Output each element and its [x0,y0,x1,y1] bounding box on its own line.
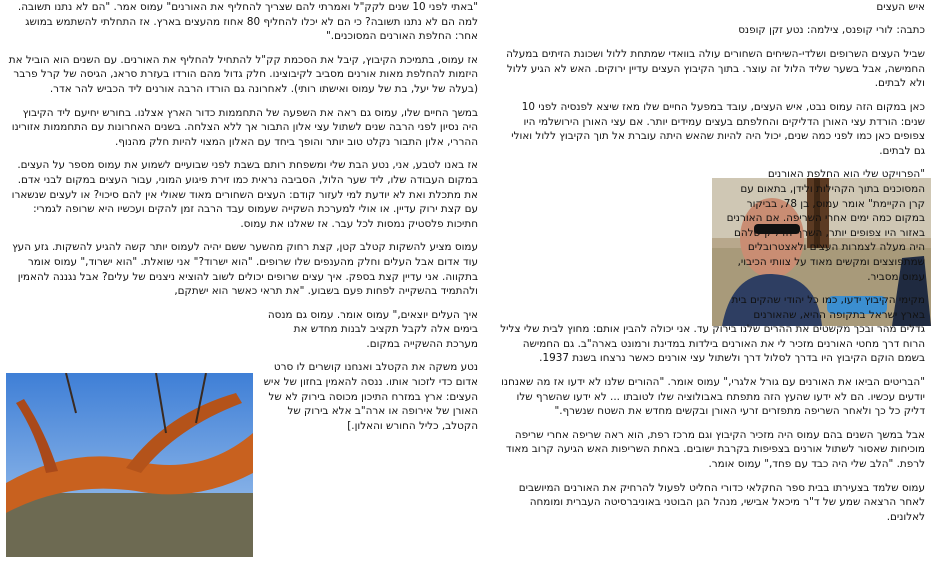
right-column [497,0,925,533]
paragraph: "הפרויקט שלי הוא החלפת האורנים המסוכנים בתוך הקהילות ולידן, בתאום עם קרן הקיימת" אומר עמוס, בן 78, בביקור במקום כמה ימים אחרי השריפה. אם האורנים באזור היו צפופים יותר, השרף הדליק שלהם היה מעלה לצמרות העצים ולאצטרובלים שמתפוצצים ומקשים מאוד על צוותי הכיבוי, עמוס מסביר. [726,168,925,283]
paragraph: כאן במקום הזה עמוס נבט, איש העצים, עובד במפעל החיים שלו מאז שיצא לפנסיה לפני 10 שנים: הורדת עצי האורן הדליקים והחלפתם בעצים עמידים יותר. אם עצי האורן הירושלמי היו צפופים כאן כמו לפני כמה שנים, יכול היה להיות שהאש היתה עוברת אל תוך הקיבוץ ללול ואולי גם לבתים. [511,100,925,157]
paragraph: עמוס מציע להשקות קטלב קטן, קצת רחוק מהשער ששם יהיה לעמוס יותר קשה להגיע להשקות. גזע העץ עוד אדום אבל העלים וחלק מהענפים שלו שרופים. "הוא ישרוד?" אני שואלת. "הוא ישרוד," עמוס אומר בתקווה. אני עדיין קצת בספק. איך עצים שרופים יכולים לשוב להוציא ניצנים של עלים? אבל נגננה להאמין ולהתמיד בהשקייה לפחות פעם בשבוע. "את תראי כאשר הוא ישתקם, [12,241,478,298]
image-float-space [8,308,256,494]
image-float-space [503,167,725,317]
paragraph: במשך החיים שלו, עמוס גם ראה את השפעה של התחממות כדור הארץ אצלנו. בחורש יחיעם ליד הקיבוץ היה נסיון לפני הרבה שנים לשתול עצי אלון התבור אך ללא הצלחה. בשנים האחרונות עם התחממות אזורינו ההררי, אלון התבור נקלט טוב יותר והופך ביחד עם האלון המצוי להיות חלק מהנוף. [11,106,478,148]
left-column [8,0,478,498]
paragraph: שביל העצים השרופים ושלדי-השיחים השחורים עולה בוואדי שמתחת ללול ושכונת הזיתים במעלה החמישה, אבל בשער שליד הלול זה עוצר. בתוך הקיבוץ העצים עדיין ירוקים. האש לא הגיע ללול ולא לבתים. [506,48,925,90]
article-title: איש העצים [876,1,925,13]
paragraph: אז עמוס, בתמיכת הקיבוץ, קיבל את הסכמת קק"ל להתחיל להחליף את האורנים. עם השנים הוא הוביל את היזמות להחלפת מאות אורנים מסביב לקיבוצינו. חלק גדול מהם הורדו בעזרת סראנ, הגיסה של קרל פרבר (בעלה של יעל, בת של עמוס ואישתו רותי). לאחרונה גם הורדו הרבה אורנים ליד הכביש להר אדר. [8,53,478,95]
paragraph: נטע משקה את הקטלב ואנחנו קושרים לו סרט אדום כדי לזכור אותו. ננסה להאמין בחזון של איש העצים: ארץ במזרח התיכון מכוסה בירוק לא של האורן של אירופה או ארה"ב אלא בירוק של הקטלב, כליל החורש והאלון.] [263,361,478,432]
article-credit: כתבה: לורי קופנס, צילמה: נטע זקן קופנס [738,23,925,36]
paragraph: אבל במשך השנים בהם עמוס היה מזכיר הקיבוץ וגם מרכז רפת, הוא ראה שריפה אחרי שריפה מוכיחות שאסור לשתול אורנים בצפיפות בקרבת ישובים. באחת השריפות האש הגיעה קרוב מאוד לרפת. "הלב שלי היה כבד עם פחד," עמוס אומר. [505,428,925,471]
paragraph: מקימי הקיבוץ ידעו, כמו כל יהודי שהקים בית בארץ ישראל בתקופה ההיא, שהאורנים גדלים מהר ובכך מקשטים את ההרים שלנו בירוק עד. אני יכולה להבין אותם: מחוץ לבית שלי צליל הרוח דרך מחטי האורנים מזכיר לי את האורנים בילדות במדינת ורמונט בארה"ב. גם החמישה בשמם הוקם הקיבוץ היו בדרך לסלול דרך ולשתול עצי אורנים כאשר נרצחו בשנת 1937. [500,294,925,365]
paragraph: עמוס שלמד בצעירתו בבית ספר החקלאי כדורי החליט לפעול להרחיק את האורנים המיושבים לאחר הרצאה שמע של ד"ר מיכאל אבישי, מנהל הגן הבוטני באוניברסיטה העברית ומומחה לאלונים. [518,481,925,523]
paragraph: "הבריטים הביאו את האורנים עם גורל אלגרי," עמוס אומר. "ההורים שלנו לא ידעו אז מה שאנחנו יודעים עכשיו. הם לא ידעו שהעץ הזה מתפתח באבולוציה שלו לטובתו ... לא ידעו שהשרף שלו דליק כל כך ולאחר השריפה מתפזרים זרעי האורן ובקשים מחדש את השטח שנשרף." [501,376,925,418]
paragraph: אז באנו לטבע, אני, נטע הבת שלי ומשפחת רותם בשבת לפני שבועיים לשמוע את עמוס מספר על העצים. במקום העבודה שלו, ליד שער הלול, הסביבה נראית כמו זירת פיגוע המוני, עבור העצים במקום לבני אדם. את מתכלת ואת לא יודעת למי לעזור קודם: העצים השחורים מאוד שאולי אין להם סיכוי? או לעצים שנשארו עם קצת ירוק עדיין. או אולי למערכת השקייה שעמוס עבד הרבה זמן להקים ועכשיו היא שרופה לגמרי: חתיכות פלסטיק נמסות לכל עבר. אז שאלנו את עמוס. [11,159,478,230]
paragraph: איך העלים יוצאים," עמוס אומר. עמוס גם מנסה בימים אלה לקבל תקציב לבנות מחדש את מערכת ההשקייה במקום. [267,308,478,350]
paragraph: "באתי לפני 10 שנים לקק"ל ואמרתי להם שצריך להחליף את האורנים" עמוס אמר. "הם לא נתנו תשובה. למה הם לא נתנו תשובה? כי הם לא יכלו להחליף 80 אחוז מהעצים בארץ. אז התחלתי להשתמש במושג אחר: החלפת האורנים המסוכנים." [17,1,478,43]
